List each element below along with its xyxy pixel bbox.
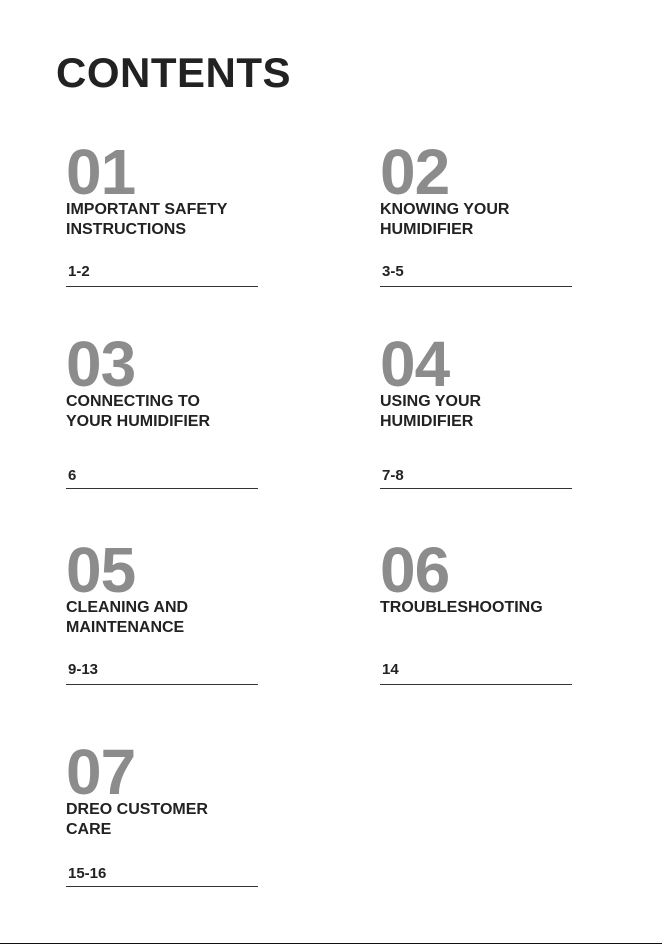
- section-page-range: 3-5: [382, 263, 404, 280]
- section-divider: [66, 488, 258, 489]
- section-number: 04: [380, 328, 450, 400]
- section-title: CONNECTING TO YOUR HUMIDIFIER: [66, 393, 210, 430]
- section-page-range: 6: [68, 467, 77, 484]
- section-divider: [380, 488, 572, 489]
- section-title: DREO CUSTOMER CARE: [66, 801, 208, 838]
- section-page-range: 1-2: [68, 263, 90, 280]
- page-title: CONTENTS: [56, 49, 291, 96]
- section-number: 01: [66, 136, 136, 208]
- section-page-range: 14: [382, 661, 399, 678]
- section-number: 05: [66, 534, 136, 606]
- section-number: 02: [380, 136, 450, 208]
- section-page-range: 9-13: [68, 661, 99, 678]
- section-page-range: 15-16: [68, 865, 107, 882]
- section-divider: [66, 886, 258, 887]
- section-title: CLEANING AND MAINTENANCE: [66, 599, 189, 636]
- section-divider: [380, 286, 572, 287]
- section-title: TROUBLESHOOTING: [380, 599, 543, 616]
- section-title: IMPORTANT SAFETY INSTRUCTIONS: [66, 201, 228, 238]
- section-divider: [380, 684, 572, 685]
- section-divider: [66, 286, 258, 287]
- section-title: KNOWING YOUR HUMIDIFIER: [380, 201, 510, 238]
- section-divider: [66, 684, 258, 685]
- section-number: 06: [380, 534, 450, 606]
- page-bottom-divider: [0, 943, 662, 944]
- section-title: USING YOUR HUMIDIFIER: [380, 393, 482, 430]
- section-number: 07: [66, 736, 136, 808]
- section-page-range: 7-8: [382, 467, 404, 484]
- section-number: 03: [66, 328, 136, 400]
